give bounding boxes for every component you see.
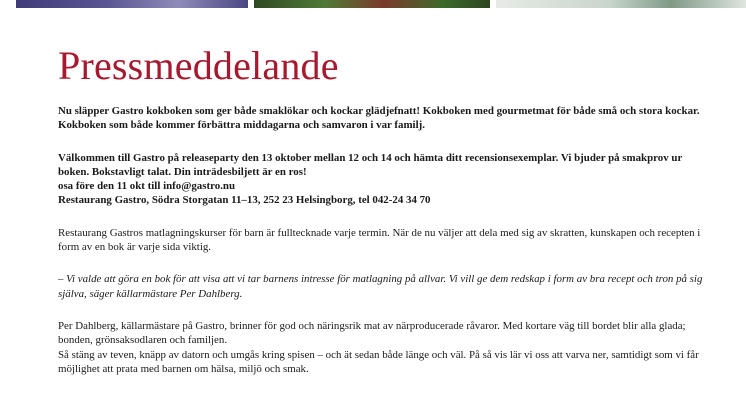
body-paragraph-3-text: Så stäng av teven, knäpp av datorn och umgås kring spisen – och ät sedan både länge och väl. På så vis lär vi oss att varva ner, samtidigt som vi får möjlighet att prata med barnen om hälsa, miljö och smak. — [58, 348, 699, 375]
header-photo-strip — [0, 0, 746, 8]
body-paragraph-2 — [58, 319, 706, 376]
press-release-body — [58, 40, 706, 376]
invitation-block — [58, 151, 706, 208]
quote-paragraph: – Vi valde att göra en bok för att visa att vi tar barnens intresse för matlagning på allvar. Vi vill ge dem redskap i form av bra recept och tron på sig själva, säger källarmästare Per Dahlberg. — [58, 273, 703, 300]
body-paragraph-1: Restaurang Gastros matlagningskurser för barn är fulltecknade varje termin. När de nu väljer att dela med sig av skratten, kunskapen och recepten i form av en bok är varje sida viktig. — [58, 226, 701, 254]
page-title: Pressmeddelande — [58, 43, 339, 88]
intro-paragraph: Nu släpper Gastro kokboken som ger både smaklökar och kockar glädjefnatt! Kokboken med gourmetmat för både små och stora kockar. Kokboken som både kommer förbättra middagarna och samvaron i var familj. — [58, 105, 700, 132]
osa-line: osa före den 11 okt till info@gastro.nu — [58, 180, 236, 193]
address-line: Restaurang Gastro, Södra Storgatan 11–13, 252 23 Helsingborg, tel 042-24 34 70 — [58, 194, 431, 207]
header-photo-pale-dish — [496, 0, 746, 8]
invitation-text: Välkommen till Gastro på releaseparty den 13 oktober mellan 12 och 14 och hämta ditt recensionsexemplar. Vi bjuder på smakprov ur boken. Bokstavligt talat. Din inträdesbiljett är en ros! — [58, 151, 683, 178]
header-photo-green-leaves — [254, 0, 490, 8]
header-photo-purple-fabric — [16, 0, 248, 8]
body-paragraph-2-text: Per Dahlberg, källarmästare på Gastro, brinner för god och näringsrik mat av närproducerade råvaror. Med kortare väg till bordet blir alla glada; bonden, grönsaksodlaren och familjen. — [58, 319, 686, 347]
